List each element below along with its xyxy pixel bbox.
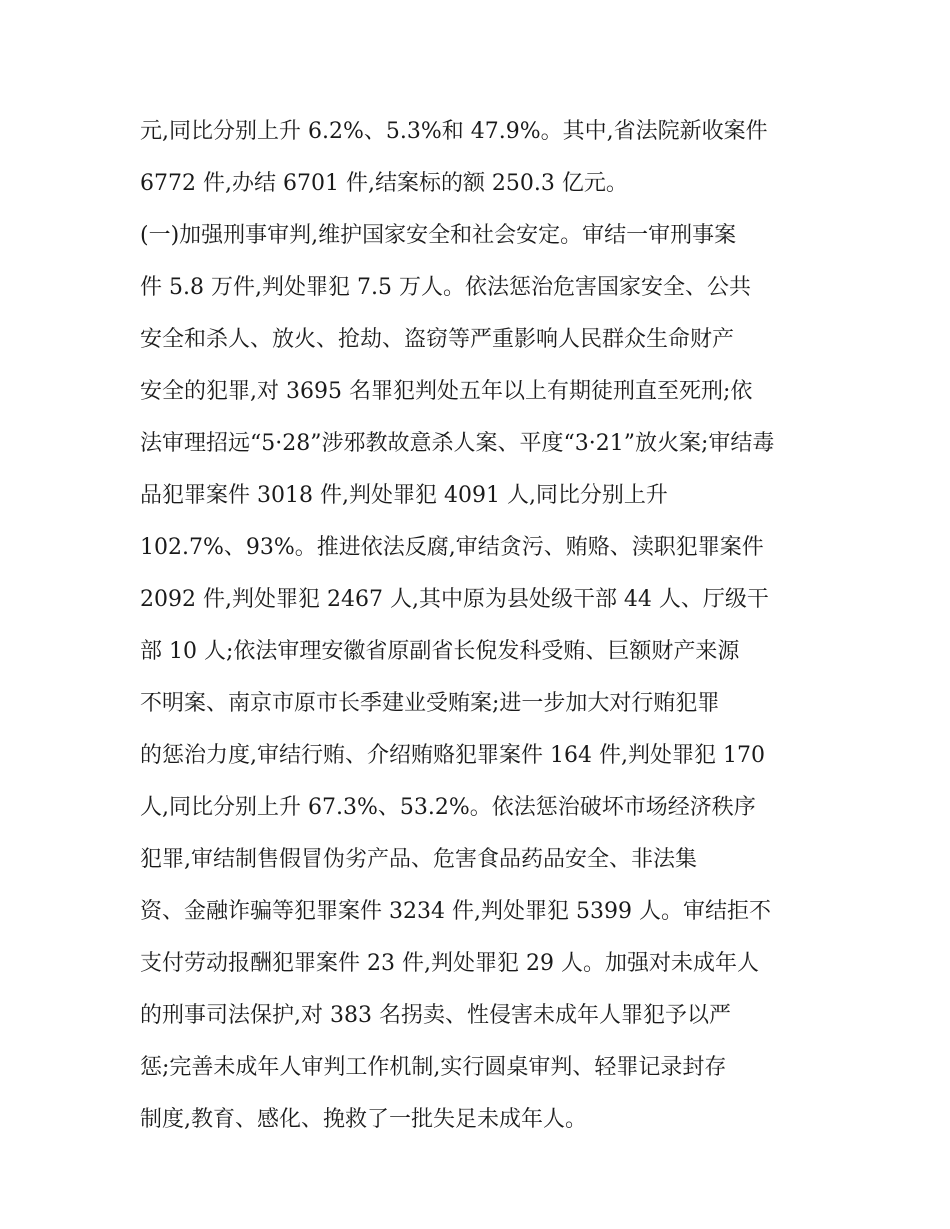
text-line: 犯罪,审结制售假冒伪劣产品、危害食品药品安全、非法集 xyxy=(140,847,697,872)
text-line: 不明案、南京市原市长季建业受贿案;进一步加大对行贿犯罪 xyxy=(140,691,720,716)
text-line: 人,同比分别上升 67.3%、53.2%。依法惩治破坏市场经济秩序 xyxy=(140,795,756,820)
body-text xyxy=(140,106,820,1146)
text-line: 制度,教育、感化、挽救了一批失足未成年人。 xyxy=(140,1107,587,1132)
text-line: 件 5.8 万件,判处罪犯 7.5 万人。依法惩治危害国家安全、公共 xyxy=(140,275,751,300)
text-line: 惩;完善未成年人审判工作机制,实行圆桌审判、轻罪记录封存 xyxy=(140,1055,727,1080)
text-line: 支付劳动报酬犯罪案件 23 件,判处罪犯 29 人。加强对未成年人 xyxy=(140,951,759,976)
text-line: 2092 件,判处罪犯 2467 人,其中原为县处级干部 44 人、厅级干 xyxy=(140,587,769,612)
text-line: 的刑事司法保护,对 383 名拐卖、性侵害未成年人罪犯予以严 xyxy=(140,1003,731,1028)
text-line: 品犯罪案件 3018 件,判处罪犯 4091 人,同比分别上升 xyxy=(140,483,668,508)
text-line: 资、金融诈骗等犯罪案件 3234 件,判处罪犯 5399 人。审结拒不 xyxy=(140,899,771,924)
text-line: 元,同比分别上升 6.2%、5.3%和 47.9%。其中,省法院新收案件 xyxy=(140,119,768,144)
text-line: 法审理招远“5·28”涉邪教故意杀人案、平度“3·21”放火案;审结毒 xyxy=(140,431,775,456)
text-line: 部 10 人;依法审理安徽省原副省长倪发科受贿、巨额财产来源 xyxy=(140,639,740,664)
text-line: 102.7%、93%。推进依法反腐,审结贪污、贿赂、渎职犯罪案件 xyxy=(140,535,764,560)
text-line: 安全和杀人、放火、抢劫、盗窃等严重影响人民群众生命财产 xyxy=(140,327,735,352)
text-line: 6772 件,办结 6701 件,结案标的额 250.3 亿元。 xyxy=(140,171,628,196)
text-line: 的惩治力度,审结行贿、介绍贿赂犯罪案件 164 件,判处罪犯 170 xyxy=(140,743,765,768)
text-line: 安全的犯罪,对 3695 名罪犯判处五年以上有期徒刑直至死刑;依 xyxy=(140,379,753,404)
text-line: (一)加强刑事审判,维护国家安全和社会安定。审结一审刑事案 xyxy=(140,223,737,248)
